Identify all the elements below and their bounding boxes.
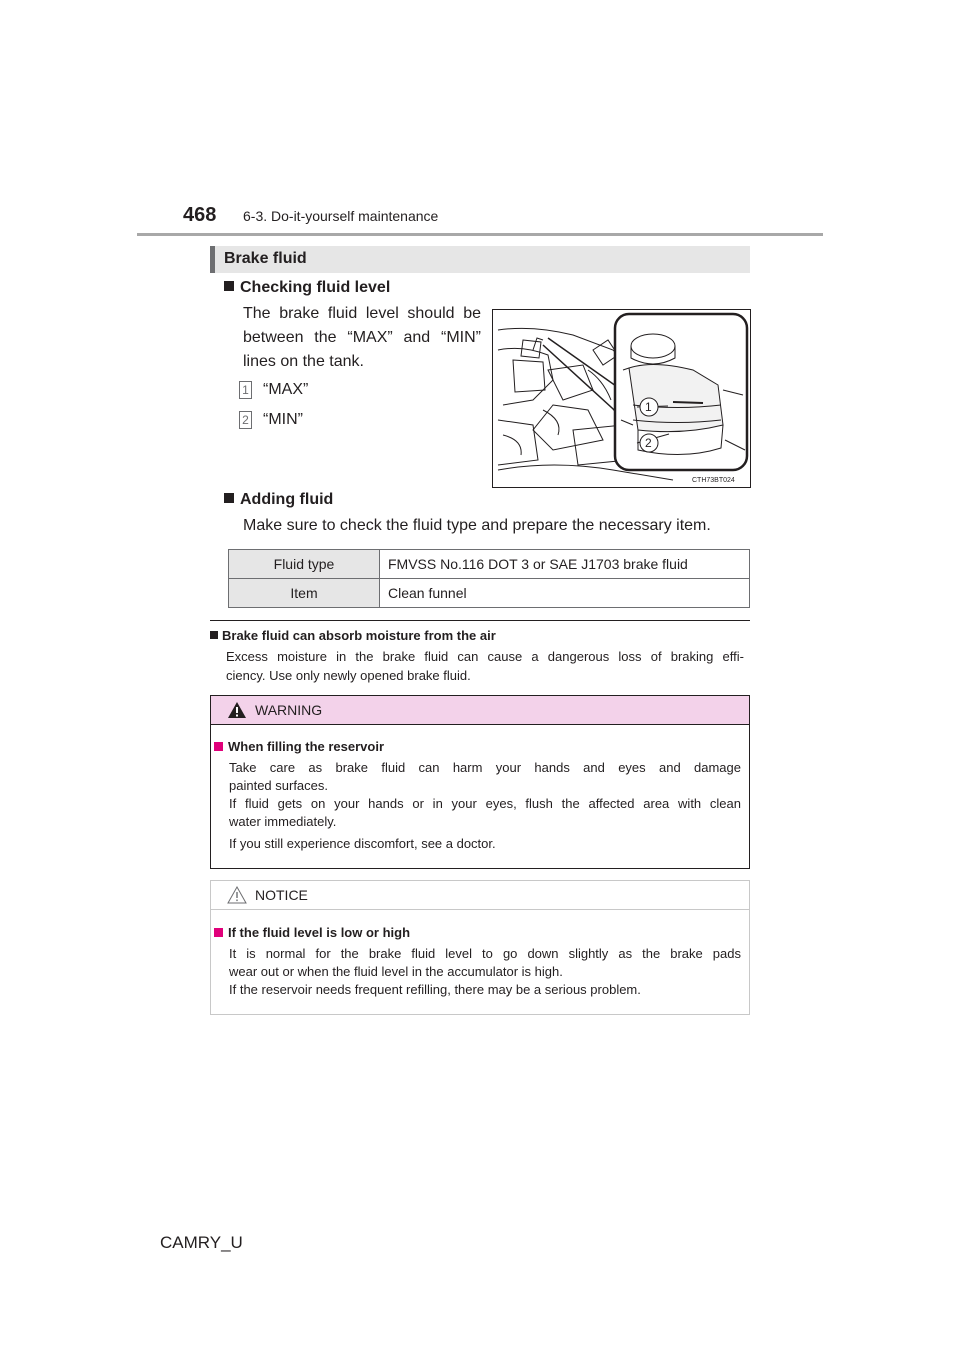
square-bullet-icon xyxy=(214,928,223,937)
callout-number: 1 xyxy=(239,381,252,399)
note-line: ciency. Use only newly opened brake fluid. xyxy=(226,668,471,683)
notice-line: If the reservoir needs frequent refilling, there may be a serious problem. xyxy=(229,982,641,997)
notice-line: It is normal for the brake fluid level to go down slightly as the brake pads xyxy=(229,946,741,961)
table-key: Item xyxy=(229,579,380,608)
spec-table xyxy=(228,549,750,608)
warning-line: Take care as brake fluid can harm your hands and eyes and damage xyxy=(229,760,741,775)
note-body xyxy=(226,647,744,685)
notice-box xyxy=(210,880,750,1015)
note-heading-text: Brake fluid can absorb moisture from the air xyxy=(222,628,496,643)
notice-header xyxy=(211,881,749,910)
notice-label: NOTICE xyxy=(255,887,308,903)
min-label: “MIN” xyxy=(263,411,303,428)
caution-triangle-icon xyxy=(227,886,247,904)
warning-triangle-icon xyxy=(227,701,247,719)
square-bullet-icon xyxy=(224,493,234,503)
warning-heading-text: When filling the reservoir xyxy=(228,739,385,754)
table-value: Clean funnel xyxy=(380,579,750,608)
warning-line: painted surfaces. xyxy=(229,778,329,793)
checking-line: lines on the tank. xyxy=(243,353,364,370)
page-number: 468 xyxy=(183,204,217,226)
notice-heading xyxy=(214,925,410,940)
warning-line: If you still experience discomfort, see a doctor. xyxy=(229,836,496,851)
notice-body xyxy=(229,945,741,999)
warning-line: If fluid gets on your hands or in your eyes, flush the affected area with clean xyxy=(229,796,741,811)
square-bullet-icon xyxy=(224,281,234,291)
notice-heading-text: If the fluid level is low or high xyxy=(228,925,411,940)
notice-line: wear out or when the fluid level in the accumulator is high. xyxy=(229,964,563,979)
warning-label: WARNING xyxy=(255,702,323,718)
adding-body: Make sure to check the fluid type and prepare the necessary item. xyxy=(243,517,711,534)
section-divider xyxy=(210,620,750,621)
note-heading xyxy=(210,628,496,643)
table-row xyxy=(229,550,750,579)
note-line: Excess moisture in the brake fluid can cause a dangerous loss of braking effi- xyxy=(226,649,744,664)
checking-heading xyxy=(224,279,390,297)
adding-heading-text: Adding fluid xyxy=(240,491,334,508)
warning-heading xyxy=(214,739,384,754)
adding-heading xyxy=(224,491,333,509)
table-value: FMVSS No.116 DOT 3 or SAE J1703 brake fluid xyxy=(380,550,750,579)
checking-body xyxy=(243,302,481,374)
checking-line: between the “MAX” and “MIN” xyxy=(243,329,481,346)
table-key: Fluid type xyxy=(229,550,380,579)
checking-line: The brake fluid level should be xyxy=(243,305,481,322)
square-bullet-icon xyxy=(210,631,218,639)
callout-number: 2 xyxy=(645,436,652,450)
page-title: Brake fluid xyxy=(224,250,307,267)
warning-line: water immediately. xyxy=(229,814,337,829)
section-title: 6-3. Do-it-yourself maintenance xyxy=(243,208,439,224)
table-row xyxy=(229,579,750,608)
warning-header xyxy=(211,696,749,725)
square-bullet-icon xyxy=(214,742,223,751)
engine-bay-drawing xyxy=(493,310,750,487)
warning-body xyxy=(229,759,741,853)
title-bar xyxy=(210,246,750,273)
callout-number: 1 xyxy=(645,400,652,414)
brake-reservoir-illustration xyxy=(492,309,751,488)
warning-box xyxy=(210,695,750,869)
title-accent xyxy=(210,246,215,273)
header-rule xyxy=(137,233,823,236)
max-label: “MAX” xyxy=(263,381,309,398)
checking-heading-text: Checking fluid level xyxy=(240,279,391,296)
footer-model: CAMRY_U xyxy=(160,1233,243,1252)
illustration-code: CTH73BT024 xyxy=(692,477,735,484)
callout-number: 2 xyxy=(239,411,252,429)
